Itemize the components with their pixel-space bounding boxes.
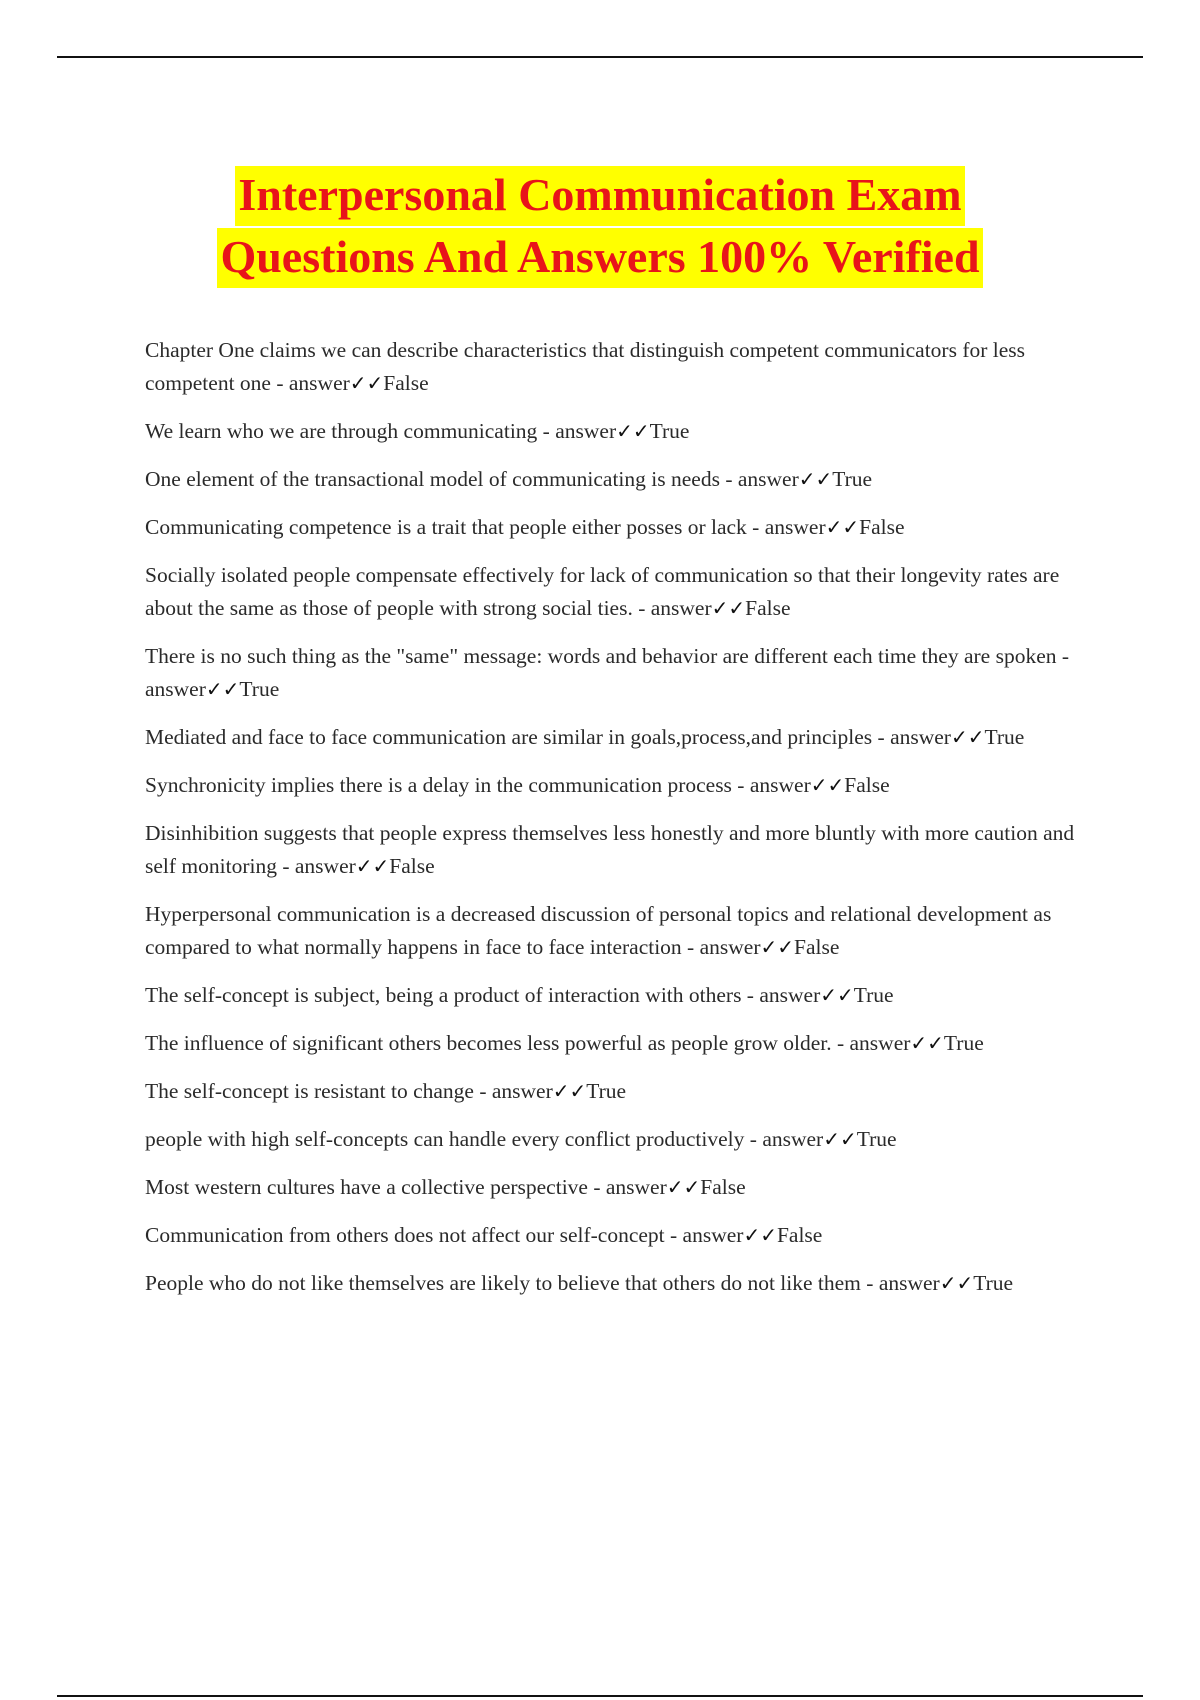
question-text: Most western cultures have a collective perspective - xyxy=(145,1175,606,1199)
question-text: The self-concept is resistant to change - xyxy=(145,1079,492,1103)
qa-item xyxy=(145,511,1095,544)
double-check-icon: ✓✓ xyxy=(355,854,390,878)
qa-item xyxy=(145,721,1095,754)
answer-prefix: answer xyxy=(682,1223,744,1247)
title-line-2: Questions And Answers 100% Verified xyxy=(217,228,982,288)
question-text: People who do not like themselves are likely to believe that others do not like them - xyxy=(145,1271,879,1295)
question-text: Socially isolated people compensate effectively for lack of communication so that their longevity rates are about the same as those of people with strong social ties. - xyxy=(145,563,1060,620)
title-line-1: Interpersonal Communication Exam xyxy=(235,166,964,226)
double-check-icon: ✓✓ xyxy=(349,371,384,395)
question-text: There is no such thing as the "same" message: words and behavior are different each time they are spoken - xyxy=(145,644,1070,668)
question-text: The influence of significant others becomes less powerful as people grow older. - xyxy=(145,1031,850,1055)
answer-prefix: answer xyxy=(759,983,821,1007)
qa-item xyxy=(145,817,1095,883)
answer-prefix: answer xyxy=(605,1175,667,1199)
question-text: The self-concept is subject, being a product of interaction with others - xyxy=(145,983,760,1007)
answer-value: True xyxy=(973,1271,1014,1295)
double-check-icon: ✓✓ xyxy=(205,677,240,701)
answer-value: False xyxy=(389,854,435,878)
double-check-icon: ✓✓ xyxy=(910,1031,944,1055)
question-text: We learn who we are through communicating - xyxy=(145,419,556,443)
double-check-icon: ✓✓ xyxy=(823,1127,857,1151)
answer-value: True xyxy=(832,467,873,491)
answer-prefix: answer xyxy=(491,1079,553,1103)
bottom-rule xyxy=(57,1695,1143,1697)
double-check-icon: ✓✓ xyxy=(939,1271,974,1295)
answer-value: False xyxy=(794,935,840,959)
question-text: Chapter One claims we can describe characteristics that distinguish competent communicators for less competent one - xyxy=(145,338,1026,395)
question-text: Hyperpersonal communication is a decreased discussion of personal topics and relational development as compared to what normally happens in face to face interaction - xyxy=(145,902,1052,959)
answer-value: False xyxy=(700,1175,746,1199)
answer-value: False xyxy=(859,515,905,539)
qa-item xyxy=(145,559,1095,625)
answer-prefix: answer xyxy=(764,515,826,539)
double-check-icon: ✓✓ xyxy=(950,725,985,749)
question-text: Communication from others does not affect our self-concept - xyxy=(145,1223,683,1247)
double-check-icon: ✓✓ xyxy=(666,1175,701,1199)
answer-prefix: answer xyxy=(749,773,811,797)
answer-prefix: answer xyxy=(849,1031,911,1055)
double-check-icon: ✓✓ xyxy=(810,773,845,797)
question-text: Mediated and face to face communication are similar in goals,process,and principles - xyxy=(145,725,891,749)
double-check-icon: ✓✓ xyxy=(820,983,854,1007)
answer-value: True xyxy=(856,1127,897,1151)
double-check-icon: ✓✓ xyxy=(825,515,860,539)
answer-value: False xyxy=(383,371,429,395)
answer-value: True xyxy=(943,1031,984,1055)
answer-prefix: answer xyxy=(699,935,761,959)
double-check-icon: ✓✓ xyxy=(711,596,746,620)
qa-item xyxy=(145,1123,1095,1156)
answer-prefix: answer xyxy=(762,1127,824,1151)
document-title xyxy=(0,166,1200,290)
double-check-icon: ✓✓ xyxy=(616,419,650,443)
answer-prefix: answer xyxy=(650,596,712,620)
answer-prefix: answer xyxy=(878,1271,940,1295)
answer-prefix: answer xyxy=(737,467,799,491)
qa-item xyxy=(145,1075,1095,1108)
answer-prefix: answer xyxy=(555,419,617,443)
qa-item xyxy=(145,1267,1095,1300)
answer-value: False xyxy=(844,773,890,797)
qa-item xyxy=(145,769,1095,802)
question-text: Communicating competence is a trait that people either posses or lack - xyxy=(145,515,765,539)
answer-prefix: answer xyxy=(294,854,356,878)
question-text: people with high self-concepts can handle every conflict productively - xyxy=(145,1127,763,1151)
question-answer-list xyxy=(145,334,1095,1315)
qa-item xyxy=(145,640,1095,706)
qa-item xyxy=(145,415,1095,448)
qa-item xyxy=(145,898,1095,964)
double-check-icon: ✓✓ xyxy=(760,935,794,959)
answer-value: False xyxy=(745,596,791,620)
answer-value: True xyxy=(853,983,894,1007)
question-text: Synchronicity implies there is a delay in the communication process - xyxy=(145,773,750,797)
answer-value: False xyxy=(776,1223,823,1247)
qa-item xyxy=(145,979,1095,1012)
double-check-icon: ✓✓ xyxy=(743,1223,777,1247)
qa-item xyxy=(145,334,1095,400)
question-text: Disinhibition suggests that people express themselves less honestly and more bluntly with more caution and self monitoring - xyxy=(145,821,1075,878)
qa-item xyxy=(145,1219,1095,1252)
answer-value: True xyxy=(239,677,280,701)
answer-prefix: answer xyxy=(288,371,350,395)
answer-value: True xyxy=(586,1079,627,1103)
double-check-icon: ✓✓ xyxy=(552,1079,587,1103)
question-text: One element of the transactional model of communicating is needs - xyxy=(145,467,738,491)
answer-value: True xyxy=(984,725,1025,749)
qa-item xyxy=(145,1171,1095,1204)
answer-prefix: answer xyxy=(145,677,206,701)
answer-prefix: answer xyxy=(890,725,951,749)
qa-item xyxy=(145,463,1095,496)
qa-item xyxy=(145,1027,1095,1060)
double-check-icon: ✓✓ xyxy=(798,467,833,491)
top-rule xyxy=(57,56,1143,58)
answer-value: True xyxy=(649,419,690,443)
